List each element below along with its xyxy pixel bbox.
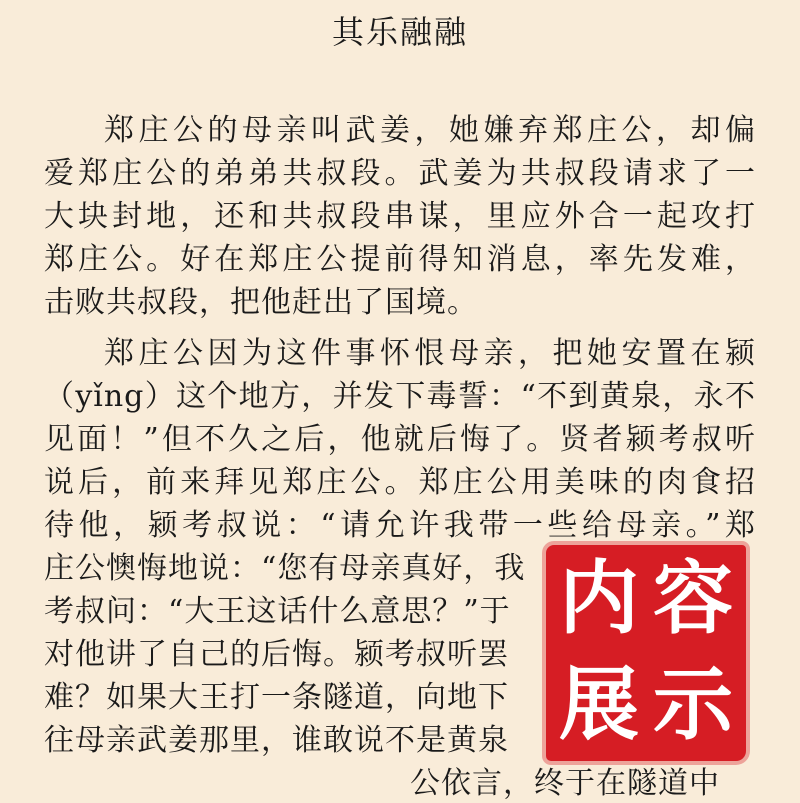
text-line: 考叔问：“大王这话什么意思？”于 (44, 594, 511, 629)
text-line: 大块封地，还和共叔段串谋，里应外合一起攻打 (44, 199, 756, 234)
text-line: （yǐng）这个地方，并发下毒誓：“不到黄泉，永不 (44, 379, 756, 414)
seal-char: 示 (653, 658, 733, 751)
text-line: 郑庄公因为这件事怀恨母亲，把她安置在颍 (104, 336, 756, 371)
text-line: 公依言，终于在隧道中 (410, 766, 720, 801)
text-line: 往母亲武姜那里，谁敢说不是黄泉 (44, 723, 509, 758)
seal-char: 展 (559, 658, 639, 751)
text-line: 郑庄公的母亲叫武姜，她嫌弃郑庄公，却偏 (104, 113, 756, 148)
text-line: 爱郑庄公的弟弟共叔段。武姜为共叔段请求了一 (44, 156, 756, 191)
text-line: 对他讲了自己的后悔。颍考叔听罢 (44, 637, 509, 672)
text-line: 庄公懊悔地说：“您有母亲真好，我 (44, 551, 526, 586)
text-line: 待他，颍考叔说：“请允许我带一些给母亲。”郑 (44, 508, 756, 543)
text-line: 击败共叔段，把他赶出了国境。 (44, 285, 478, 320)
text-line: 难？如果大王打一条隧道，向地下 (44, 680, 509, 715)
seal-char: 内 (559, 552, 639, 645)
text-line: 说后，前来拜见郑庄公。郑庄公用美味的肉食招 (44, 465, 756, 500)
seal-char: 容 (653, 552, 733, 645)
page-title: 其乐融融 (331, 13, 468, 51)
text-line: 郑庄公。好在郑庄公提前得知消息，率先发难， (44, 242, 756, 277)
text-line: 见面！”但不久之后，他就后悔了。贤者颍考叔听 (44, 422, 756, 457)
content-display-seal (546, 545, 746, 761)
